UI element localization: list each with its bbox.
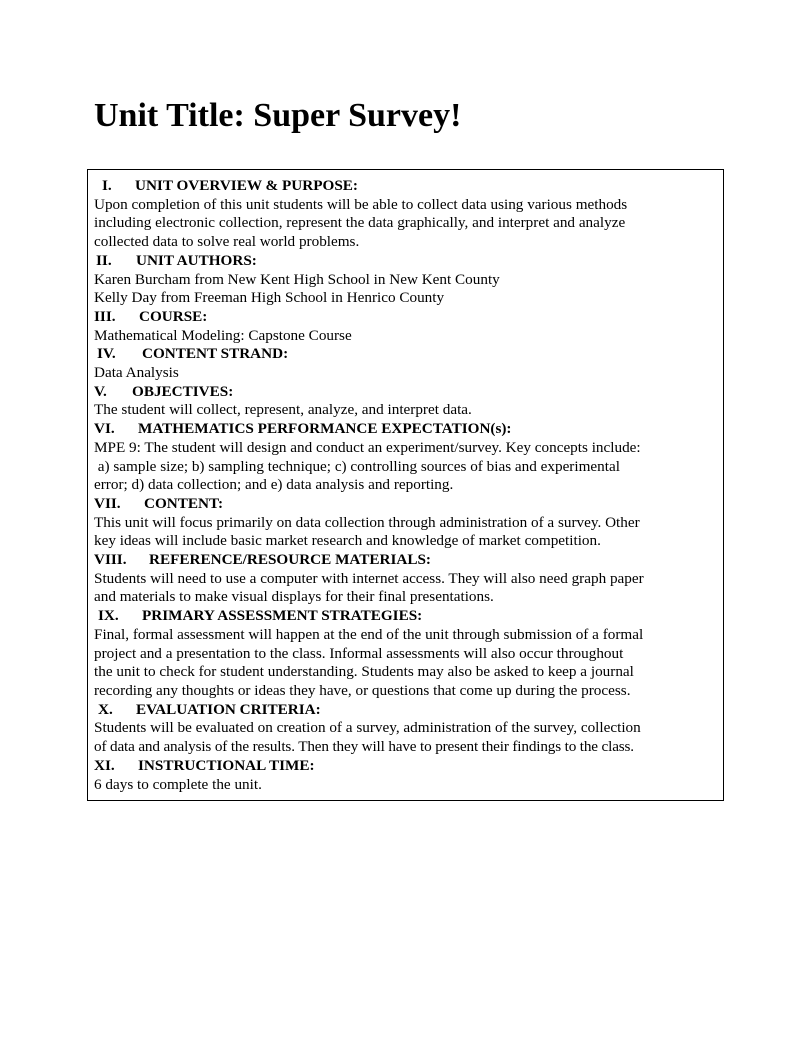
- section-numeral: II.: [96, 251, 112, 269]
- body-line: including electronic collection, represent the data graphically, and interpret and analyze: [94, 214, 626, 232]
- section-numeral: IX.: [98, 607, 119, 625]
- body-line: project and a presentation to the class. Informal assessments will also occur throughout: [94, 644, 624, 662]
- section-heading: [94, 345, 724, 364]
- section-content-strand: [94, 345, 724, 382]
- section-overview: [94, 177, 724, 252]
- section-body: [94, 196, 724, 252]
- body-line: Karen Burcham from New Kent High School in New Kent County: [94, 270, 500, 288]
- section-heading: [94, 383, 724, 402]
- section-body: [94, 364, 724, 383]
- section-heading: [94, 252, 724, 271]
- section-heading: [94, 757, 724, 776]
- section-numeral: VIII.: [94, 551, 127, 569]
- section-reference-materials: [94, 551, 724, 607]
- body-line: Data Analysis: [94, 364, 179, 382]
- body-line: collected data to solve real world problems.: [94, 233, 360, 251]
- body-line: Upon completion of this unit students will be able to collect data using various methods: [94, 195, 628, 213]
- section-heading-text: INSTRUCTIONAL TIME:: [138, 756, 315, 774]
- section-body: [94, 401, 724, 420]
- body-line: This unit will focus primarily on data collection through administration of a survey. Other: [94, 513, 640, 531]
- section-heading-text: MATHEMATICS PERFORMANCE EXPECTATION(s):: [138, 420, 512, 438]
- section-heading: [94, 308, 724, 327]
- body-line: Kelly Day from Freeman High School in Henrico County: [94, 289, 445, 307]
- section-heading-text: OBJECTIVES:: [132, 382, 234, 400]
- section-instructional-time: [94, 757, 724, 794]
- section-performance-expectations: [94, 420, 724, 495]
- section-assessment-strategies: [94, 607, 724, 701]
- section-body: [94, 514, 724, 551]
- section-body: [94, 327, 724, 346]
- body-line: Students will be evaluated on creation of a survey, administration of the survey, collection: [94, 719, 641, 737]
- section-heading-text: CONTENT STRAND:: [142, 345, 289, 363]
- section-body: [94, 776, 724, 795]
- section-heading: [94, 607, 724, 626]
- section-numeral: VII.: [94, 494, 121, 512]
- body-line: recording any thoughts or ideas they have, or questions that come up during the process.: [94, 681, 631, 699]
- section-heading: [94, 551, 724, 570]
- body-line: The student will collect, represent, analyze, and interpret data.: [94, 401, 472, 419]
- section-heading: [94, 495, 724, 514]
- page-title: Unit Title: Super Survey!: [94, 97, 462, 134]
- unit-outline-content: [94, 177, 724, 794]
- section-numeral: IV.: [97, 345, 116, 363]
- section-heading: [94, 420, 724, 439]
- section-heading: [94, 701, 724, 720]
- section-body: [94, 570, 724, 607]
- body-line: error; d) data collection; and e) data analysis and reporting.: [94, 476, 454, 494]
- section-numeral: V.: [94, 382, 107, 400]
- body-line: of data and analysis of the results. Then they will have to present their findings to the class.: [94, 738, 634, 756]
- section-numeral: I.: [102, 177, 112, 194]
- section-body: [94, 271, 724, 308]
- section-numeral: XI.: [94, 756, 115, 774]
- section-numeral: III.: [94, 307, 116, 325]
- section-objectives: [94, 383, 724, 420]
- section-numeral: X.: [98, 700, 113, 718]
- section-heading-text: CONTENT:: [144, 494, 224, 512]
- body-line: key ideas will include basic market research and knowledge of market competition.: [94, 532, 601, 550]
- section-body: [94, 439, 724, 495]
- section-course: [94, 308, 724, 345]
- section-heading-text: UNIT AUTHORS:: [136, 251, 257, 269]
- section-authors: [94, 252, 724, 308]
- section-heading: [94, 177, 724, 196]
- section-numeral: VI.: [94, 420, 115, 438]
- body-line: 6 days to complete the unit.: [94, 775, 262, 793]
- section-content: [94, 495, 724, 551]
- section-body: [94, 719, 724, 756]
- section-heading-text: EVALUATION CRITERIA:: [136, 700, 321, 718]
- body-line: MPE 9: The student will design and conduct an experiment/survey. Key concepts include:: [94, 438, 641, 456]
- body-line: the unit to check for student understanding. Students may also be asked to keep a journal: [94, 663, 634, 681]
- section-heading-text: REFERENCE/RESOURCE MATERIALS:: [149, 551, 431, 569]
- body-line: and materials to make visual displays for their final presentations.: [94, 588, 494, 606]
- section-heading-text: PRIMARY ASSESSMENT STRATEGIES:: [142, 607, 423, 625]
- body-line: Final, formal assessment will happen at the end of the unit through submission of a formal: [94, 625, 644, 643]
- section-body: [94, 626, 724, 701]
- body-line: Mathematical Modeling: Capstone Course: [94, 326, 352, 344]
- section-heading-text: UNIT OVERVIEW & PURPOSE:: [135, 177, 358, 194]
- body-line: Students will need to use a computer with internet access. They will also need graph paper: [94, 569, 644, 587]
- body-line: a) sample size; b) sampling technique; c) controlling sources of bias and experimental: [94, 457, 620, 475]
- section-heading-text: COURSE:: [139, 307, 208, 325]
- section-evaluation-criteria: [94, 701, 724, 757]
